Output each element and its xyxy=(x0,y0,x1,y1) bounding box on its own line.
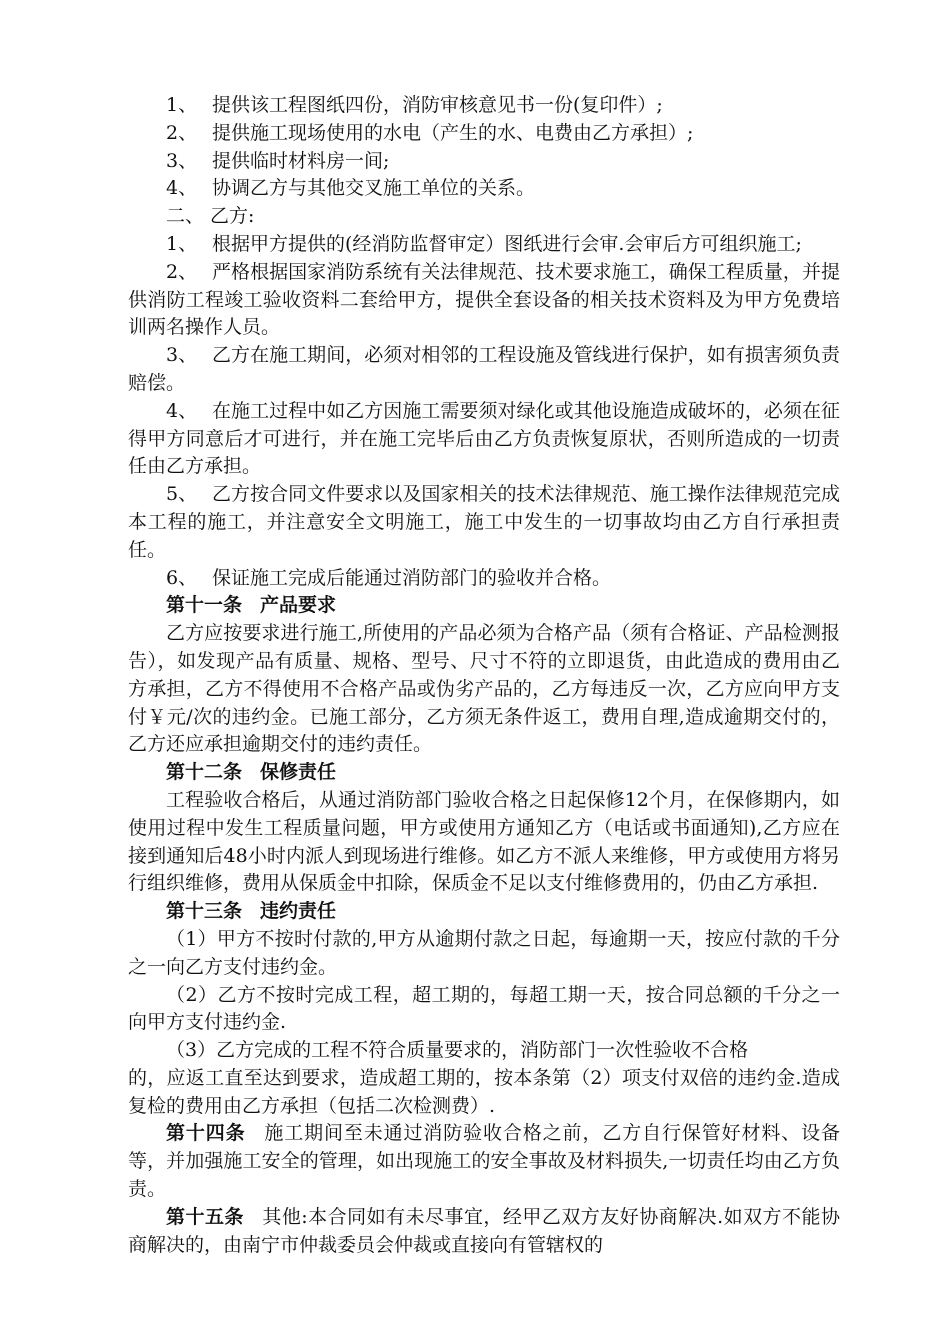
party-a-item xyxy=(128,92,840,120)
article-title: 保修责任 xyxy=(260,761,337,784)
item-number: 4、 xyxy=(166,399,198,422)
item-text: 提供临时材料房一间; xyxy=(212,149,390,172)
article-label: 第十四条 xyxy=(166,1122,246,1145)
article-12-body: 工程验收合格后，从通过消防部门验收合格之日起保修12个月，在保修期内，如使用过程中发生工程质量问题，甲方或使用方通知乙方（电话或书面通知),乙方应在接到通知后48小时内派人到现场进行维修。如乙方不派人来维修，甲方或使用方将另行组织维修，费用从保质金中扣除，保质金不足以支付维修费用的，仍由乙方承担. xyxy=(128,788,840,895)
item-text: 乙方按合同文件要求以及国家相关的技术法律规范、施工操作法律规范完成本工程的施工，并注意安全文明施工，施工中发生的一切事故均由乙方自行承担责任。 xyxy=(128,483,840,561)
party-a-item xyxy=(128,148,840,176)
article-label: 第十一条 xyxy=(166,594,243,617)
item-number: 5、 xyxy=(166,483,198,506)
party-a-item-list xyxy=(128,92,840,203)
article-title: 违约责任 xyxy=(260,900,337,923)
item-number: 2、 xyxy=(166,121,198,144)
contract-page xyxy=(128,92,840,1259)
party-b-item xyxy=(128,231,840,259)
article-12-heading xyxy=(128,759,840,787)
article-13-heading xyxy=(128,898,840,926)
article-13-continuation: 的，应返工直至达到要求，造成超工期的，按本条第（2）项支付双倍的违约金.造成复检的费用由乙方承担（包括二次检测费）. xyxy=(128,1066,840,1117)
article-13-clause: （1）甲方不按时付款的,甲方从逾期付款之日起，每逾期一天，按应付款的千分之一向乙方支付违约金。 xyxy=(128,927,840,978)
item-number: 1、 xyxy=(166,94,198,116)
party-b-item xyxy=(128,481,840,564)
article-13-clause: （2）乙方不按时完成工程，超工期的，每超工期一天，按合同总额的千分之一向甲方支付违约金. xyxy=(128,983,840,1034)
item-text: 保证施工完成后能通过消防部门的验收并合格。 xyxy=(212,566,612,589)
item-text: 乙方在施工期间，必须对相邻的工程设施及管线进行保护，如有损害须负责赔偿。 xyxy=(128,344,840,394)
party-b-item xyxy=(128,342,840,398)
article-label: 第十二条 xyxy=(166,761,243,784)
article-13-clause: （3）乙方完成的工程不符合质量要求的，消防部门一次性验收不合格 xyxy=(166,1039,749,1062)
article-title: 产品要求 xyxy=(260,594,337,617)
item-text: 根据甲方提供的(经消防监督审定）图纸进行会审.会审后方可组织施工; xyxy=(212,232,802,255)
article-label: 第十五条 xyxy=(166,1205,244,1228)
item-text: 提供施工现场使用的水电（产生的水、电费由乙方承担）; xyxy=(212,121,694,144)
party-b-title: 二、 乙方: xyxy=(166,205,255,228)
party-b-item xyxy=(128,565,840,593)
article-body: 其他:本合同如有未尽事宜，经甲乙双方友好协商解决.如双方不能协商解决的，由南宁市仲裁委员会仲裁或直接向有管辖权的 xyxy=(128,1205,840,1256)
item-text: 在施工过程中如乙方因施工需要须对绿化或其他设施造成破坏的，必须在征得甲方同意后才可进行，并在施工完毕后由乙方负责恢复原状，否则所造成的一切责任由乙方承担。 xyxy=(128,399,840,478)
item-number: 2、 xyxy=(166,260,198,283)
item-text: 提供该工程图纸四份，消防审核意见书一份(复印件）; xyxy=(212,94,663,116)
article-body: 施工期间至未通过消防验收合格之前，乙方自行保管好材料、设备等，并加强施工安全的管理，如出现施工的安全事故及材料损失,一切责任均由乙方负责。 xyxy=(128,1122,840,1201)
item-number: 1、 xyxy=(166,232,198,255)
article-11-body: 乙方应按要求进行施工,所使用的产品必须为合格产品（须有合格证、产品检测报告），如发现产品有质量、规格、型号、尺寸不符的立即退货，由此造成的费用由乙方承担，乙方不得使用不合格产品或伪劣产品的，乙方每违反一次，乙方应向甲方支付￥元/次的违约金。已施工部分，乙方须无条件返工，费用自理,造成逾期交付的，乙方还应承担逾期交付的违约责任。 xyxy=(128,622,840,756)
item-number: 6、 xyxy=(166,566,198,589)
party-a-item xyxy=(128,120,840,148)
item-number: 3、 xyxy=(166,149,198,172)
article-15 xyxy=(128,1204,840,1260)
article-14 xyxy=(128,1120,840,1203)
party-a-item xyxy=(128,175,840,203)
party-b-item xyxy=(128,259,840,342)
party-b-item xyxy=(128,398,840,481)
item-text: 严格根据国家消防系统有关法律规范、技术要求施工，确保工程质量，并提供消防工程竣工验收资料二套给甲方，提供全套设备的相关技术资料及为甲方免费培训两名操作人员。 xyxy=(128,260,840,339)
article-11-heading xyxy=(128,592,840,620)
party-b-item-list xyxy=(128,231,840,592)
item-number: 3、 xyxy=(166,344,198,367)
item-number: 4、 xyxy=(166,177,198,200)
article-label: 第十三条 xyxy=(166,900,243,923)
item-text: 协调乙方与其他交叉施工单位的关系。 xyxy=(212,177,536,200)
